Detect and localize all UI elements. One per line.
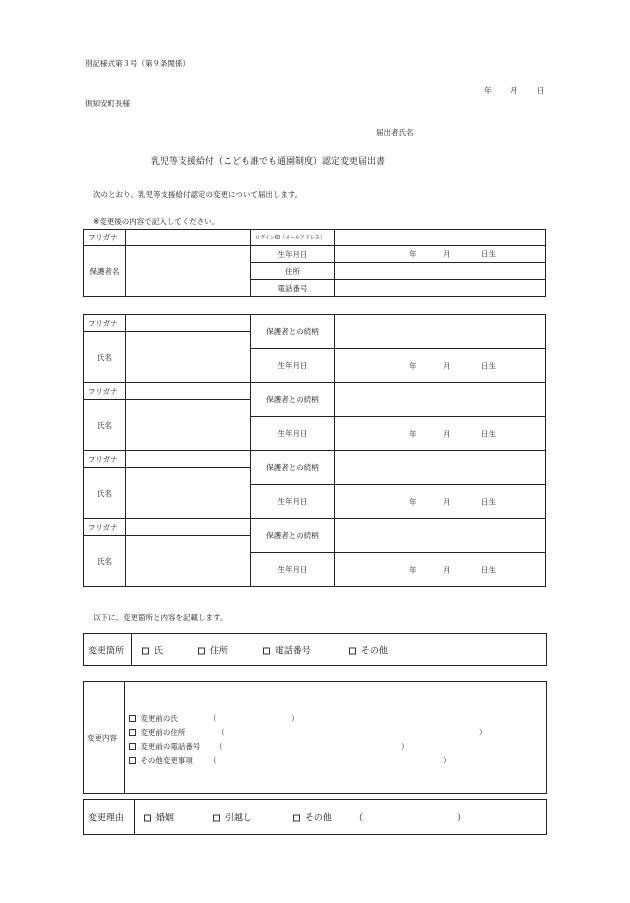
close-paren: ） [401, 742, 409, 751]
close-paren: ） [479, 728, 487, 737]
recipient: 倶知安町長様 [85, 99, 130, 108]
checkbox-icon [349, 647, 356, 654]
checkbox-icon [129, 743, 136, 750]
page-title: 乳児等支援給付（こども誰でも通園制度）認定変更届出書 [151, 157, 386, 167]
date-day-label: 日 [537, 86, 545, 95]
child-birth-label: 生年月日 [251, 485, 335, 519]
checkbox-icon [129, 757, 136, 764]
guardian-name-field[interactable] [126, 246, 251, 297]
child-birth-month: 月 [443, 497, 451, 506]
change-content-item[interactable] [129, 712, 299, 726]
child-name-label: 氏名 [84, 400, 126, 451]
checkbox-icon [198, 647, 205, 654]
change-reason-label: 変更理由 [88, 813, 125, 824]
option-label: 引越し [224, 813, 252, 824]
checkbox-icon [213, 815, 220, 822]
guardian-birth-month: 月 [443, 249, 451, 259]
changes-intro: 以下に、変更箇所と内容を記載します。 [93, 613, 228, 622]
child-furigana-field[interactable] [126, 315, 251, 332]
child-name-label: 氏名 [84, 468, 126, 519]
open-paren: （ [209, 714, 217, 723]
change-reason-close-paren: ） [457, 813, 467, 824]
change-content-box [83, 681, 547, 794]
change-reason-box [83, 799, 547, 835]
date-month-label: 月 [510, 86, 518, 95]
checkbox-icon [293, 815, 300, 822]
applicant-label: 届出者氏名 [376, 128, 414, 137]
child-relation-label: 保護者との続柄 [251, 519, 335, 553]
guardian-birth-day: 日生 [481, 249, 496, 259]
guardian-address-field[interactable] [335, 263, 546, 280]
child-birth-field[interactable] [335, 349, 546, 383]
child-birth-year: 年 [409, 361, 417, 370]
change-content-label: 変更内容 [87, 733, 117, 742]
checkbox-icon [142, 647, 149, 654]
guardian-furigana-label: フリガナ [84, 230, 126, 246]
children-table [83, 314, 546, 587]
intro-text: 次のとおり、乳児等支援給付認定の変更について届出します。 [93, 190, 303, 199]
child-birth-month: 月 [443, 565, 451, 574]
child-birth-day: 日生 [481, 429, 496, 438]
child-furigana-field[interactable] [126, 519, 251, 536]
option-label: 婚姻 [155, 813, 174, 824]
child-birth-year: 年 [409, 429, 417, 438]
change-location-label: 変更箇所 [88, 646, 125, 656]
change-reason-option-moving[interactable] [213, 811, 252, 824]
date-year-label: 年 [484, 86, 492, 95]
child-furigana-field[interactable] [126, 451, 251, 468]
note-text: ※変更後の内容で記入してください。 [93, 217, 220, 226]
child-name-label: 氏名 [84, 332, 126, 383]
option-label: その他 [360, 646, 388, 656]
child-birth-label: 生年月日 [251, 417, 335, 451]
child-name-field[interactable] [126, 400, 251, 451]
child-furigana-label: フリガナ [84, 383, 126, 400]
guardian-furigana-field[interactable] [126, 230, 251, 246]
change-reason-open-paren: （ [354, 813, 364, 824]
child-birth-field[interactable] [335, 553, 546, 587]
change-location-box [83, 633, 547, 666]
login-id-field[interactable] [335, 230, 546, 246]
guardian-phone-label: 電話番号 [251, 280, 335, 297]
close-paren: ） [291, 714, 299, 723]
guardian-birth-field[interactable] [335, 246, 546, 263]
open-paren: （ [217, 728, 225, 737]
change-reason-option-marriage[interactable] [144, 811, 174, 824]
checkbox-icon [263, 647, 270, 654]
child-birth-field[interactable] [335, 485, 546, 519]
open-paren: （ [209, 756, 217, 765]
child-furigana-label: フリガナ [84, 451, 126, 468]
form-number: 別記様式第３号（第９条関係） [85, 59, 190, 68]
child-birth-month: 月 [443, 361, 451, 370]
change-reason-option-other[interactable] [293, 811, 332, 824]
guardian-name-label: 保護者名 [84, 246, 126, 297]
guardian-table [83, 229, 546, 297]
item-label: 変更前の電話番号 [140, 742, 201, 751]
child-relation-field[interactable] [335, 519, 546, 553]
guardian-phone-field[interactable] [335, 280, 546, 297]
checkbox-icon [144, 815, 151, 822]
login-id-label: ログインID（メールアドレス） [251, 230, 335, 246]
child-birth-label: 生年月日 [251, 349, 335, 383]
child-furigana-label: フリガナ [84, 315, 126, 332]
change-location-option-phone[interactable] [263, 643, 311, 656]
child-birth-day: 日生 [481, 565, 496, 574]
child-relation-field[interactable] [335, 383, 546, 417]
item-label: その他変更事項 [140, 756, 193, 765]
child-birth-field[interactable] [335, 417, 546, 451]
option-label: 住所 [209, 646, 228, 656]
child-birth-day: 日生 [481, 361, 496, 370]
close-paren: ） [443, 756, 451, 765]
change-location-option-address[interactable] [198, 643, 228, 656]
change-content-item[interactable] [129, 754, 451, 768]
change-content-item[interactable] [129, 740, 409, 754]
child-birth-year: 年 [409, 565, 417, 574]
option-label: 電話番号 [274, 646, 311, 656]
child-birth-label: 生年月日 [251, 553, 335, 587]
child-birth-day: 日生 [481, 497, 496, 506]
option-label: 氏 [153, 646, 163, 656]
child-relation-field[interactable] [335, 451, 546, 485]
child-birth-month: 月 [443, 429, 451, 438]
item-label: 変更前の氏 [140, 714, 178, 723]
guardian-address-label: 住所 [251, 263, 335, 280]
checkbox-icon [129, 715, 136, 722]
guardian-birth-year: 年 [409, 249, 417, 259]
option-label: その他 [304, 813, 332, 824]
child-name-field[interactable] [126, 468, 251, 519]
child-name-field[interactable] [126, 536, 251, 587]
change-content-item[interactable] [129, 726, 487, 740]
child-relation-field[interactable] [335, 315, 546, 349]
child-furigana-field[interactable] [126, 383, 251, 400]
child-name-field[interactable] [126, 332, 251, 383]
open-paren: （ [215, 742, 223, 751]
checkbox-icon [129, 729, 136, 736]
change-location-option-name[interactable] [142, 643, 163, 656]
child-furigana-label: フリガナ [84, 519, 126, 536]
item-label: 変更前の住所 [140, 728, 186, 737]
guardian-birth-label: 生年月日 [251, 246, 335, 263]
child-relation-label: 保護者との続柄 [251, 315, 335, 349]
child-name-label: 氏名 [84, 536, 126, 587]
child-relation-label: 保護者との続柄 [251, 383, 335, 417]
child-relation-label: 保護者との続柄 [251, 451, 335, 485]
child-birth-year: 年 [409, 497, 417, 506]
change-location-option-other[interactable] [349, 643, 388, 656]
